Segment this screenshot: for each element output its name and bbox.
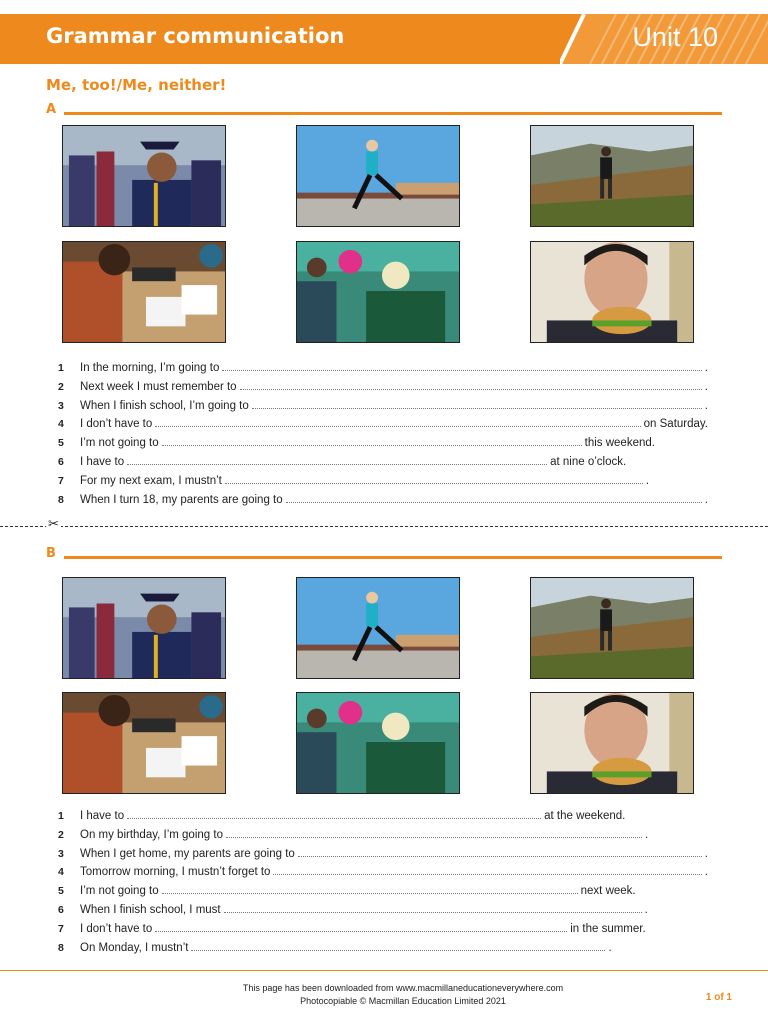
photo-hiking (530, 125, 694, 227)
item-number: 3 (58, 399, 64, 412)
photo-graduation (62, 125, 226, 227)
cut-line (0, 526, 768, 527)
list-item (58, 825, 708, 844)
item-number: 4 (58, 418, 64, 431)
list-item (58, 919, 708, 938)
photo-party (296, 241, 460, 343)
item-prompt: For my next exam, I mustn’t (80, 474, 222, 487)
item-ending: this weekend. (584, 437, 655, 450)
list-item (58, 900, 708, 919)
item-prompt: I’m not going to (80, 885, 159, 898)
list-item (58, 358, 708, 377)
photo-studying (62, 692, 226, 794)
list-item (58, 414, 708, 433)
item-prompt: On Monday, I mustn’t (80, 941, 189, 954)
item-prompt: When I finish school, I’m going to (80, 399, 249, 412)
item-number: 3 (58, 847, 64, 860)
answer-line[interactable] (286, 490, 702, 503)
list-item (58, 881, 708, 900)
item-number: 1 (58, 362, 64, 374)
answer-line[interactable] (155, 919, 567, 932)
photo-hiking (530, 577, 694, 679)
item-ending: . (644, 828, 649, 841)
item-number: 7 (58, 474, 64, 487)
answer-line[interactable] (191, 938, 605, 951)
footer-download-note: This page has been downloaded from www.macmillaneducationeverywhere.com (242, 983, 564, 993)
scissors-icon: ✂ (48, 517, 59, 532)
answer-line[interactable] (298, 844, 702, 857)
photo-running (296, 577, 460, 679)
item-number: 7 (58, 922, 64, 935)
item-number: 8 (58, 941, 64, 954)
answer-line[interactable] (226, 825, 642, 838)
item-prompt: Next week I must remember to (80, 380, 237, 393)
item-number: 5 (58, 437, 64, 450)
list-item (58, 490, 708, 509)
footer-copyright: Photocopiable © Macmillan Education Limited 2021 (300, 996, 506, 1006)
answer-line[interactable] (240, 377, 702, 390)
item-ending: . (704, 362, 708, 374)
item-prompt: I have to (80, 810, 125, 822)
item-prompt: I’m not going to (80, 437, 159, 450)
answer-line[interactable] (155, 414, 640, 427)
item-ending: . (704, 866, 708, 879)
item-ending: . (704, 847, 708, 860)
item-ending: . (645, 474, 650, 487)
item-ending: . (704, 399, 708, 412)
page-number: 1 of 1 (705, 992, 732, 1003)
photo-running (296, 125, 460, 227)
photo-burger (530, 241, 694, 343)
item-ending: . (608, 941, 612, 954)
item-prompt: Tomorrow morning, I mustn’t forget to (80, 866, 271, 879)
answer-line[interactable] (224, 900, 642, 913)
item-number: 4 (58, 866, 64, 879)
unit-label: Unit 10 (632, 22, 718, 52)
item-ending: in the summer. (570, 922, 646, 935)
footer-rule (0, 970, 768, 971)
item-prompt: When I turn 18, my parents are going to (80, 493, 283, 506)
item-prompt: I don’t have to (80, 418, 153, 431)
section-b-list (58, 806, 708, 956)
answer-line[interactable] (222, 358, 701, 371)
item-prompt: When I get home, my parents are going to (80, 847, 295, 860)
section-a-letter: A (46, 102, 57, 117)
item-number: 2 (58, 828, 64, 841)
photo-graduation (62, 577, 226, 679)
item-prompt: I have to (80, 455, 125, 468)
answer-line[interactable] (127, 806, 541, 819)
answer-line[interactable] (252, 396, 702, 409)
photo-studying (62, 241, 226, 343)
list-item (58, 844, 708, 863)
item-prompt: On my birthday, I’m going to (80, 828, 223, 841)
list-item (58, 471, 708, 490)
section-b-letter: B (46, 546, 56, 561)
list-item (58, 452, 708, 471)
item-ending: at nine o’clock. (550, 455, 627, 468)
activity-subtitle: Me, too!/Me, neither! (46, 76, 227, 94)
item-prompt: In the morning, I’m going to (80, 362, 220, 374)
item-number: 6 (58, 455, 64, 468)
answer-line[interactable] (127, 452, 547, 465)
photo-party (296, 692, 460, 794)
header-bar (0, 14, 768, 64)
answer-line[interactable] (162, 433, 582, 446)
item-ending: . (704, 493, 708, 506)
item-number: 1 (58, 810, 64, 822)
list-item (58, 938, 708, 957)
photo-burger (530, 692, 694, 794)
answer-line[interactable] (273, 862, 701, 875)
section-a-rule (64, 112, 722, 115)
item-number: 6 (58, 903, 64, 916)
answer-line[interactable] (225, 471, 643, 484)
answer-line[interactable] (162, 881, 578, 894)
list-item (58, 806, 708, 825)
item-ending: next week. (580, 885, 636, 898)
item-number: 5 (58, 885, 64, 898)
item-ending: . (704, 380, 708, 393)
item-ending: at the weekend. (544, 810, 626, 822)
item-number: 2 (58, 380, 64, 393)
item-ending: . (644, 903, 648, 916)
section-b-rule (64, 556, 722, 559)
list-item (58, 396, 708, 415)
item-number: 8 (58, 493, 64, 506)
item-prompt: I don’t have to (80, 922, 153, 935)
list-item (58, 862, 708, 881)
section-a-list (58, 358, 708, 508)
list-item (58, 377, 708, 396)
item-prompt: When I finish school, I must (80, 903, 221, 916)
item-ending: on Saturday. (643, 418, 708, 431)
worksheet-title: Grammar communication (46, 24, 345, 48)
list-item (58, 433, 708, 452)
